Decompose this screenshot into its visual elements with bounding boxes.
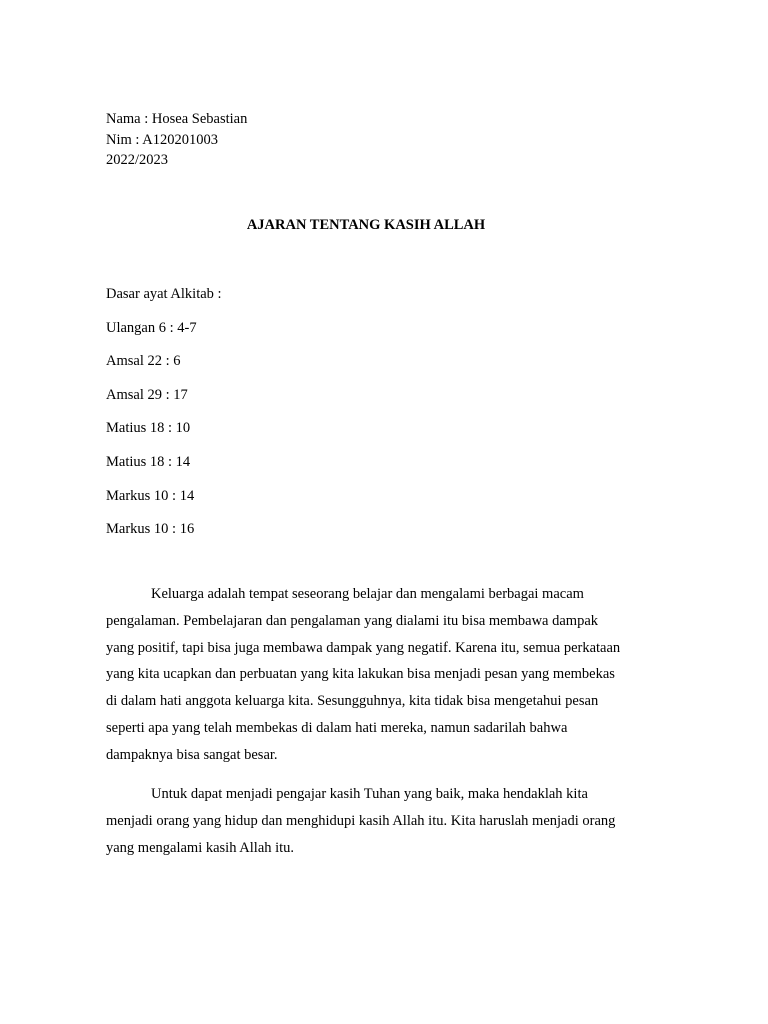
academic-year: 2022/2023 [106, 152, 169, 168]
student-nim: Nim : A120201003 [106, 131, 218, 148]
body-paragraph-2: Untuk dapat menjadi pengajar kasih Tuhan yang baik, maka hendaklah kita menjadi orang yang hidup dan menghidupi kasih Allah itu. Kita haruslah menjadi orang yang mengalami kasih Allah itu. [106, 786, 616, 856]
scripture-heading: Dasar ayat Alkitab : [106, 286, 222, 302]
document-title: AJARAN TENTANG KASIH ALLAH [246, 217, 486, 233]
scripture-ref: Markus 10 : 14 [106, 487, 195, 504]
student-name: Nama : Hosea Sebastian [106, 111, 248, 127]
scripture-ref: Ulangan 6 : 4-7 [106, 319, 197, 336]
body-paragraph-1: Keluarga adalah tempat seseorang belajar dan mengalami berbagai macam pengalaman. Pembelajaran dan pengalaman yang dialami itu bisa membawa dampak yang positif, tapi bisa juga membawa dampak yang negatif. Karena itu, semua perkataan yang kita ucapkan dan perbuatan yang kita lakukan bisa menjadi pesan yang membekas di dalam hati anggota keluarga kita. Sesungguhnya, kita tidak bisa mengetahui pesan seperti apa yang telah membekas di dalam hati mereka, namun sadarilah bahwa dampaknya bisa sangat besar. [106, 586, 621, 763]
student-info [106, 109, 247, 171]
scripture-ref: Matius 18 : 10 [106, 420, 191, 437]
scripture-list [106, 284, 222, 553]
scripture-ref: Amsal 29 : 17 [106, 386, 188, 403]
scripture-ref: Matius 18 : 14 [106, 453, 191, 470]
scripture-ref: Markus 10 : 16 [106, 521, 195, 538]
scripture-ref: Amsal 22 : 6 [106, 353, 181, 370]
